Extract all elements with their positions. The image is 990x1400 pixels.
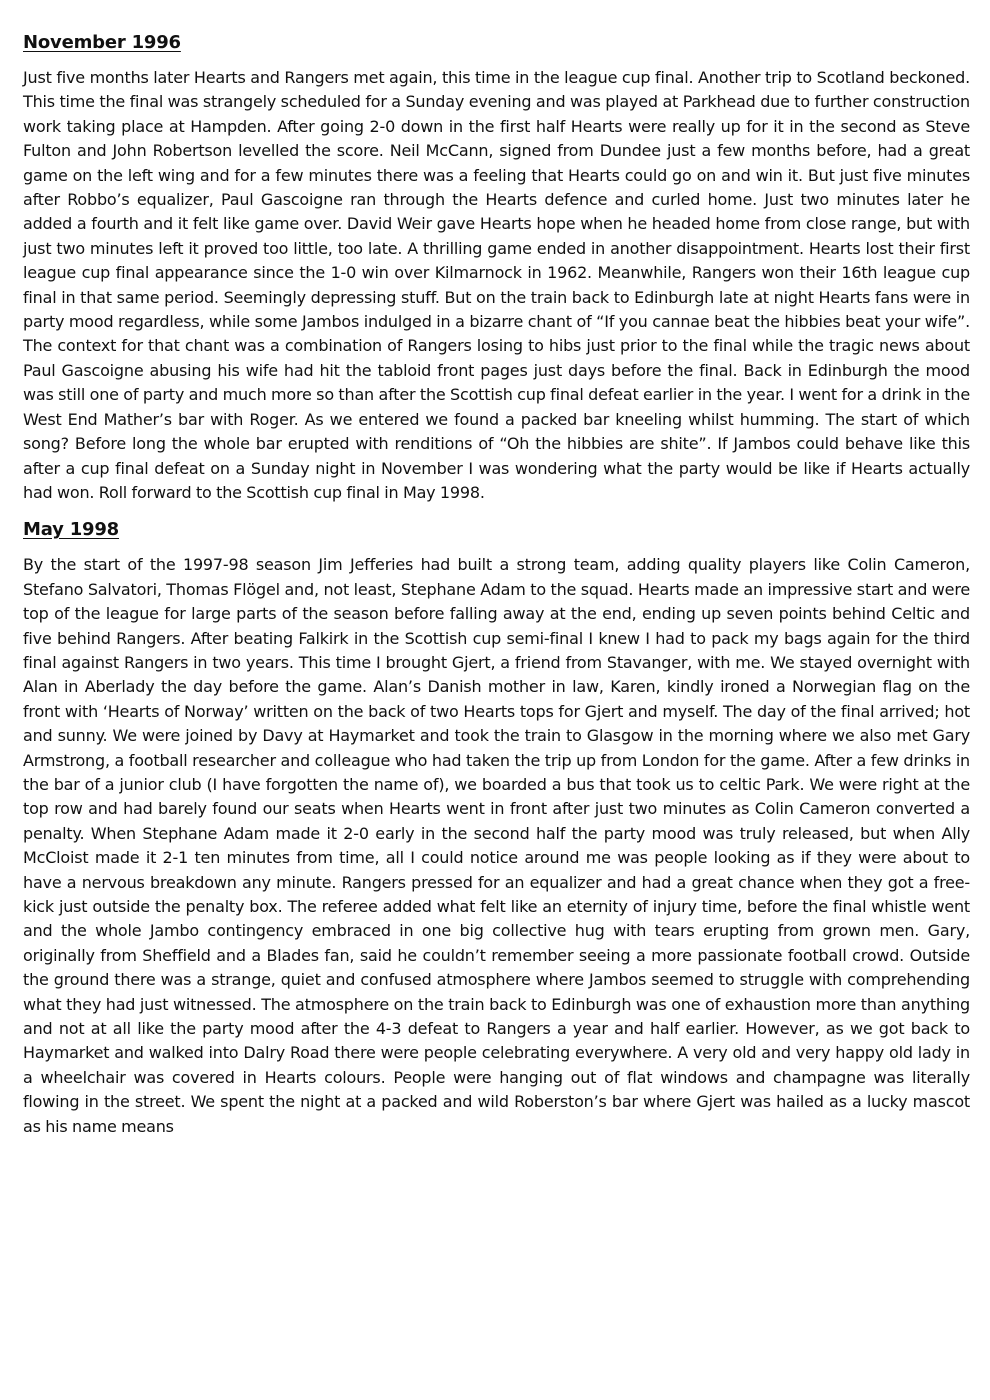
section-paragraph: By the start of the 1997-98 season Jim Jefferies had built a strong team, adding quality players like Colin Cameron, Stefano Salvatori, Thomas Flögel and, not least, Stephane Adam to the squad. Hearts made an impressive start and were top of the league for large parts of the season before falling away at the end, ending up seven points behind Celtic and five behind Rangers. After beating Falkirk in the Scottish cup semi-final I knew I had to pack my bags again for the third final against Rangers in two years. This time I brought Gjert, a friend from Stavanger, with me. We stayed overnight with Alan in Aberlady the day before the game. Alan’s Danish mother in law, Karen, kindly ironed a Norwegian flag on the front with ‘Hearts of Norway’ written on the back of two Hearts tops for Gjert and myself. The day of the final arrived; hot and sunny. We were joined by Davy at Haymarket and took the train to Glasgow in the morning where we also met Gary Armstrong, a football researcher and colleague who had taken the trip up from London for the game. After a few drinks in the bar of a junior club (I have forgotten the name of), we boarded a bus that took us to celtic Park. We were right at the top row and had barely found our seats when Hearts went in front after just two minutes as Colin Cameron converted a penalty. When Stephane Adam made it 2-0 early in the second half the party mood was truly released, but when Ally McCloist made it 2-1 ten minutes from time, all I could notice around me was people looking as if they were about to have a nervous breakdown any minute. Rangers pressed for an equalizer and had a great chance when they got a free-kick just outside the penalty box. The referee added what felt like an eternity of injury time, before the final whistle went and the whole Jambo contingency embraced in one big collective hug with tears erupting from grown men. Gary, originally from Sheffield and a Blades fan, said he couldn’t remember seeing a more passionate football crowd. Outside the ground there was a strange, quiet and confused atmosphere where Jambos seemed to struggle with comprehending what they had just witnessed. The atmosphere on the train back to Edinburgh was one of exhaustion more than anything and not at all like the party mood after the 4-3 defeat to Rangers a year and half earlier. However, as we got back to Haymarket and walked into Dalry Road there were people celebrating everywhere. A very old and very happy old lady in a wheelchair was covered in Hearts colours. People were hanging out of flat windows and champagne was literally flowing in the street. We spent the night at a packed and wild Roberston’s bar where Gjert was hailed as a lucky mascot as his name means [23, 555, 970, 1136]
section-heading: May 1998 [23, 519, 120, 541]
section-heading: November 1996 [23, 32, 181, 53]
document-page [23, 30, 970, 1139]
section-paragraph: Just five months later Hearts and Rangers met again, this time in the league cup final. Another trip to Scotland beckoned. This time the final was strangely scheduled for a Sunday evening and was played at Parkhead due to further construction work taking place at Hampden. After going 2-0 down in the first half Hearts were really up for it in the second as Steve Fulton and John Robertson levelled the score. Neil McCann, signed from Dundee just a few months before, had a great game on the left wing and for a few minutes there was a feeling that Hearts could go on and win it. But just five minutes after Robbo’s equalizer, Paul Gascoigne ran through the Hearts defence and curled home. Just two minutes later he added a fourth and it felt like game over. David Weir gave Hearts hope when he headed home from close range, but with just two minutes left it proved too little, too late. A thrilling game ended in another disappointment. Hearts lost their first league cup final appearance since the 1-0 win over Kilmarnock in 1962. Meanwhile, Rangers won their 16th league cup final in that same period. Seemingly depressing stuff. But on the train back to Edinburgh late at night Hearts fans were in party mood regardless, while some Jambos indulged in a bizarre chant of “If you cannae beat the hibbies beat your wife”. The context for that chant was a combination of Rangers losing to hibs just prior to the final while the tragic news about Paul Gascoigne abusing his wife had hit the tabloid front pages just days before the final. Back in Edinburgh the mood was still one of party and much more so than after the Scottish cup final defeat earlier in the year. I went for a drink in the West End Mather’s bar with Roger. As we entered we found a packed bar kneeling whilst humming. The start of which song? Before long the whole bar erupted with renditions of “Oh the hibbies are shite”. If Jambos could behave like this after a cup final defeat on a Sunday night in November I was wondering what the party would be like if Hearts actually had won. Roll forward to the Scottish cup final in May 1998. [23, 68, 970, 502]
section-may-1998 [23, 517, 970, 1139]
section-november-1996 [23, 30, 970, 505]
